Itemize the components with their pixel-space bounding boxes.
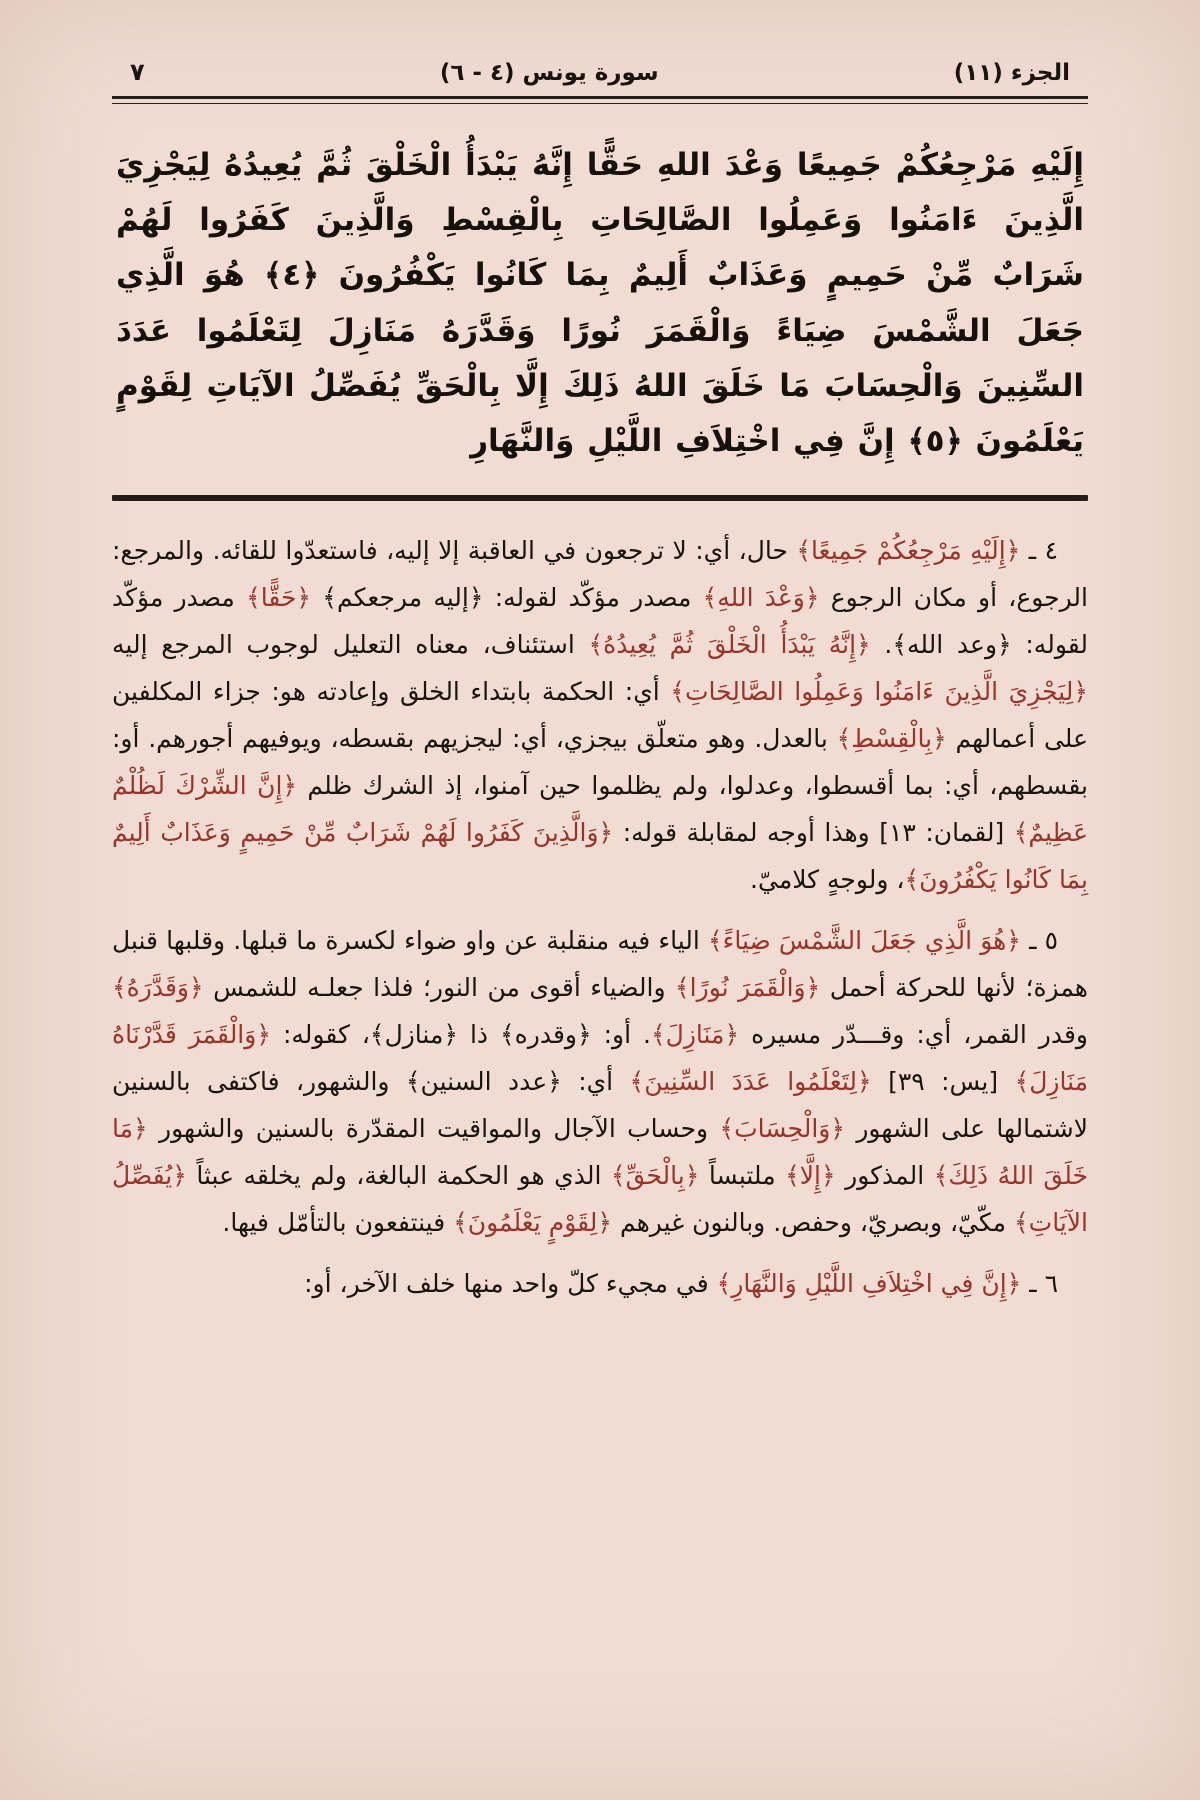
text-run: [يس: ٣٩] (871, 1067, 1015, 1097)
quran-quote: ﴿وَعْدَ اللهِ﴾ (702, 583, 820, 613)
quran-quote: ﴿وَالْقَمَرَ قَدَّرْنَاهُ مَنَازِلَ﴾ (112, 1020, 1088, 1097)
commentary-paragraph (112, 527, 1088, 903)
text-run: ٥ ـ (1020, 926, 1058, 956)
quran-quote: ﴿لِيَجْزِيَ الَّذِينَ ءَامَنُوا وَعَمِلُوا الصَّالِحَاتِ﴾ (670, 677, 1088, 707)
text-run: الذي هو الحكمة البالغة، ولم يخلقه عبثاً (186, 1161, 611, 1191)
quran-quote: ﴿إِنَّهُ يَبْدَأُ الْخَلْقَ ثُمَّ يُعِيدُهُ﴾ (588, 630, 871, 660)
text-run: مصدر مؤكّد لقوله: ﴿وعد الله﴾. (112, 583, 1088, 660)
commentary-paragraph (112, 917, 1088, 1246)
text-run: حال، أي: لا ترجعون في العاقبة إلا إليه، فاستعدّوا للقائه. والمرجع: الرجوع، أو مكان الرجوع (112, 536, 1088, 613)
text-run: ٤ ـ (1020, 536, 1058, 566)
quran-quote: ﴿وَالْقَمَرَ نُورًا﴾ (675, 973, 821, 1003)
text-run: المذكور (835, 1161, 934, 1191)
commentary-section (112, 527, 1088, 1307)
page-header (112, 58, 1088, 86)
section-divider-rule (112, 495, 1088, 501)
juz-label: الجزء (١١) (953, 60, 1070, 86)
quran-quote: ﴿بِالْحَقِّ﴾ (610, 1161, 700, 1191)
text-run: ٦ ـ (1021, 1269, 1058, 1299)
text-run: الياء فيه منقلبة عن واو ضواء لكسرة ما قبلها. وقلبها قنبل همزة؛ لأنها للحركة أحمل (112, 926, 1088, 1003)
quran-quote: ﴿حَقًّا﴾ (246, 583, 312, 613)
quran-text-block: إِلَيْهِ مَرْجِعُكُمْ جَمِيعًا وَعْدَ اللهِ حَقًّا إِنَّهُ يَبْدَأُ الْخَلْقَ ثُمَّ يُعِيدُهُ لِيَجْزِيَ الَّذِينَ ءَامَنُوا وَعَمِلُوا الصَّالِحَاتِ بِالْقِسْطِ وَالَّذِينَ كَفَرُوا لَهُمْ شَرَابٌ مِّنْ حَمِيمٍ وَعَذَابٌ أَلِيمٌ بِمَا كَانُوا يَكْفُرُونَ ﴿٤﴾ هُوَ الَّذِي جَعَلَ الشَّمْسَ ضِيَاءً وَالْقَمَرَ نُورًا وَقَدَّرَهُ مَنَازِلَ لِتَعْلَمُوا عَدَدَ السِّنِينَ وَالْحِسَابَ مَا خَلَقَ اللهُ ذَلِكَ إِلَّا بِالْحَقِّ يُفَصِّلُ الآيَاتِ لِقَوْمٍ يَعْلَمُونَ ﴿٥﴾ إِنَّ فِي اخْتِلاَفِ اللَّيْلِ وَالنَّهَارِ (116, 147, 1085, 459)
quran-quote: ﴿لِقَوْمٍ يَعْلَمُونَ﴾ (453, 1208, 613, 1238)
text-run: والضياء أقوى من النور؛ فلذا جعلـه للشمس (203, 973, 676, 1003)
text-run: في مجيء كلّ واحد منها خلف الآخر، أو: (304, 1269, 717, 1299)
quran-quote: ﴿وَقَدَّرَهُ﴾ (112, 973, 204, 1003)
quran-quote: ﴿إِنَّ فِي اخْتِلاَفِ اللَّيْلِ وَالنَّهَارِ﴾ (716, 1269, 1022, 1299)
text-run: استئناف، معناه التعليل لوجوب المرجع إليه (112, 630, 589, 660)
surah-label: سورة يونس (٤ - ٦) (439, 60, 659, 86)
text-run: بالعدل. وهو متعلّق بيجزي، أي: ليجزيهم بقسطه، ويوفيهم أجورهم. أو: بقسطهم، أي: بما أقسطوا، وعدلوا، ولم يظلموا حين آمنوا، إذ الشرك ظلم (112, 724, 1088, 801)
quran-quote: ﴿وَالْحِسَابَ﴾ (719, 1114, 845, 1144)
commentary-paragraph (112, 1260, 1088, 1307)
text-run: ، ولوجهٍ كلاميّ. (750, 865, 905, 895)
quran-quote: ﴿هُوَ الَّذِي جَعَلَ الشَّمْسَ ضِيَاءً﴾ (707, 926, 1021, 956)
text-run: . أو: ﴿وقدره﴾ ذا ﴿منازل﴾، كقوله: (270, 1020, 651, 1050)
quran-quote: ﴿يُفَصِّلُ الآيَاتِ﴾ (112, 1161, 1088, 1238)
quran-quote: ﴿وَالَّذِينَ كَفَرُوا لَهُمْ شَرَابٌ مِّنْ حَمِيمٍ وَعَذَابٌ أَلِيمٌ بِمَا كَانُوا يَكْفُرُونَ﴾ (112, 818, 1088, 895)
page-number: ٧ (130, 58, 145, 86)
quran-quote: ﴿إِنَّ الشِّرْكَ لَظُلْمٌ عَظِيمٌ﴾ (112, 771, 1089, 848)
text-run: أي: ﴿عدد السنين﴾ والشهور، فاكتفى بالسنين لاشتمالها على الشهور (112, 1067, 1088, 1144)
quran-quote: ﴿بِالْقِسْطِ﴾ (836, 724, 947, 754)
text-run: فينتفعون بالتأمّل فيها. (222, 1208, 454, 1238)
text-run: مكّيّ، وبصريّ، وحفص. وبالنون غيرهم (612, 1208, 1015, 1238)
text-run: وقدر القمر، أي: وقـــدّر مسيره (739, 1020, 1088, 1050)
text-run: وحساب الآجال والمواقيت المقدّرة بالسنين والشهور (147, 1114, 720, 1144)
header-double-rule (112, 96, 1088, 104)
text-run: ملتبساً (699, 1161, 786, 1191)
quran-quote: ﴿مَا خَلَقَ اللهُ ذَلِكَ﴾ (112, 1114, 1088, 1191)
quran-quote: ﴿مَنَازِلَ﴾ (651, 1020, 740, 1050)
text-run: [لقمان: ١٣] وهذا أوجه لمقابلة قوله: (613, 818, 1014, 848)
text-run: أي: الحكمة بابتداء الخلق وإعادته هو: جزاء المكلفين على أعمالهم (112, 677, 1088, 754)
text-run: مصدر مؤكّد لقوله: ﴿إليه مرجعكم﴾ (311, 583, 703, 613)
quran-quote: ﴿إِلَّا﴾ (785, 1161, 836, 1191)
quran-quote: ﴿لِتَعْلَمُوا عَدَدَ السِّنِينَ﴾ (629, 1067, 872, 1097)
quran-quote: ﴿إِلَيْهِ مَرْجِعُكُمْ جَمِيعًا﴾ (796, 536, 1021, 566)
